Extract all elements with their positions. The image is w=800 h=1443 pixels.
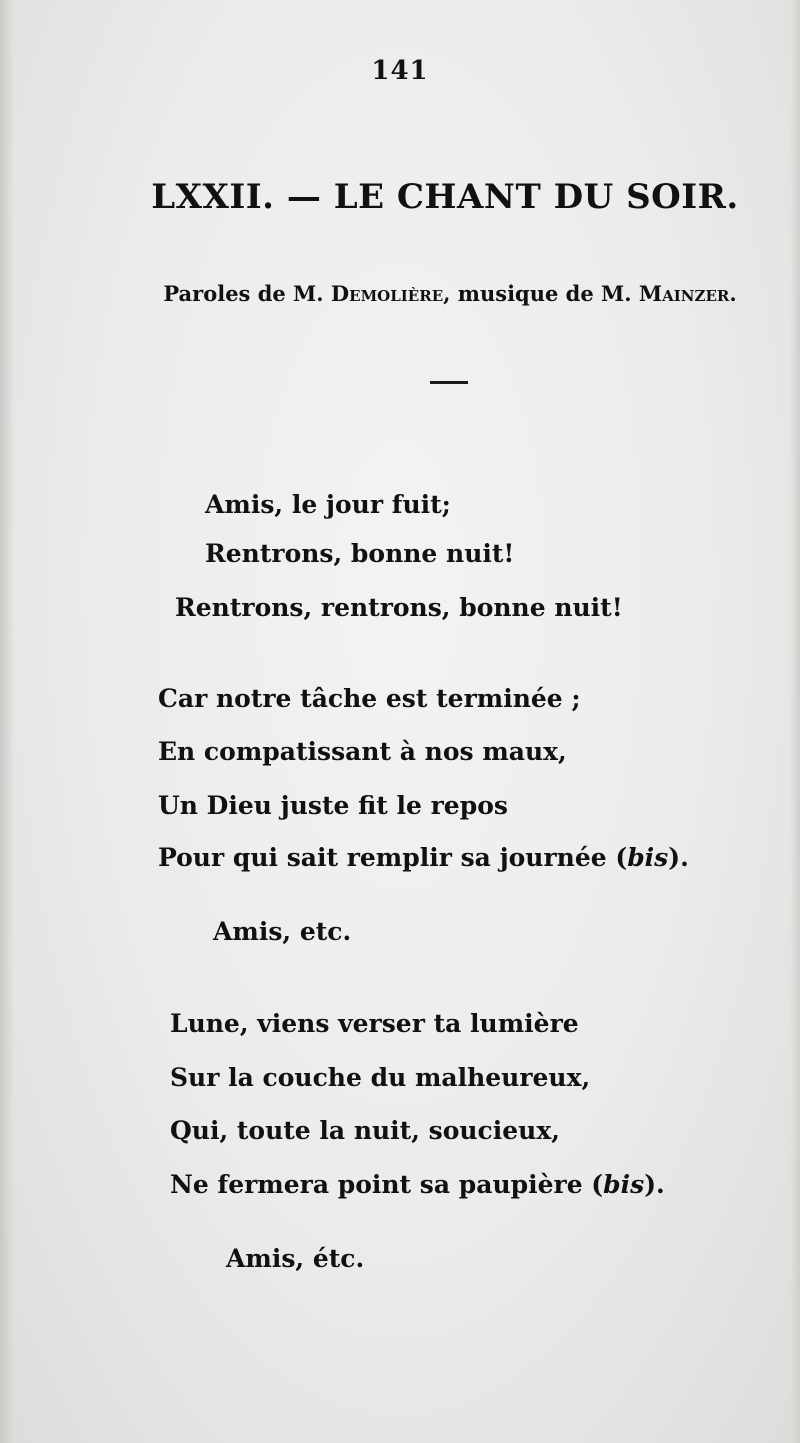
verse-line-text: Ne fermera point sa paupière ( — [170, 1170, 604, 1199]
page-left-edge-shadow — [0, 0, 14, 1443]
song-title: LXXII. — LE CHANT DU SOIR. — [151, 177, 739, 217]
verse-line: Lune, viens verser ta lumière — [170, 1009, 579, 1038]
refrain-reference: Amis, etc. — [213, 917, 352, 946]
credits-middle: , musique de M. — [443, 281, 639, 306]
page-number: 141 — [371, 56, 429, 86]
lyricist-name: Demolière — [330, 281, 444, 306]
refrain-line: Rentrons, rentrons, bonne nuit! — [175, 593, 623, 622]
refrain-reference: Amis, étc. — [226, 1244, 365, 1273]
page-right-edge-shadow — [790, 0, 800, 1443]
verse-line: Sur la couche du malheureux, — [170, 1063, 591, 1092]
composer-name: Mainzer — [638, 281, 730, 306]
credits-prefix: Paroles de M. — [163, 281, 331, 306]
bis-marker: bis — [627, 843, 669, 872]
verse-line: Un Dieu juste fit le repos — [158, 791, 508, 820]
song-credits — [0, 283, 800, 304]
refrain-line: Amis, le jour fuit; — [205, 490, 451, 519]
verse-line: Qui, toute la nuit, soucieux, — [170, 1116, 560, 1145]
verse-line-end: ). — [644, 1170, 665, 1199]
verse-line: En compatissant à nos maux, — [158, 737, 567, 766]
bis-marker: bis — [603, 1170, 645, 1199]
verse-line — [170, 1172, 665, 1197]
credits-suffix: . — [729, 281, 737, 306]
verse-line-end: ). — [668, 843, 689, 872]
verse-line: Car notre tâche est terminée ; — [158, 684, 581, 713]
title-divider — [430, 381, 468, 384]
refrain-line: Rentrons, bonne nuit! — [205, 539, 515, 568]
verse-line-text: Pour qui sait remplir sa journée ( — [158, 843, 628, 872]
verse-line — [158, 845, 689, 870]
